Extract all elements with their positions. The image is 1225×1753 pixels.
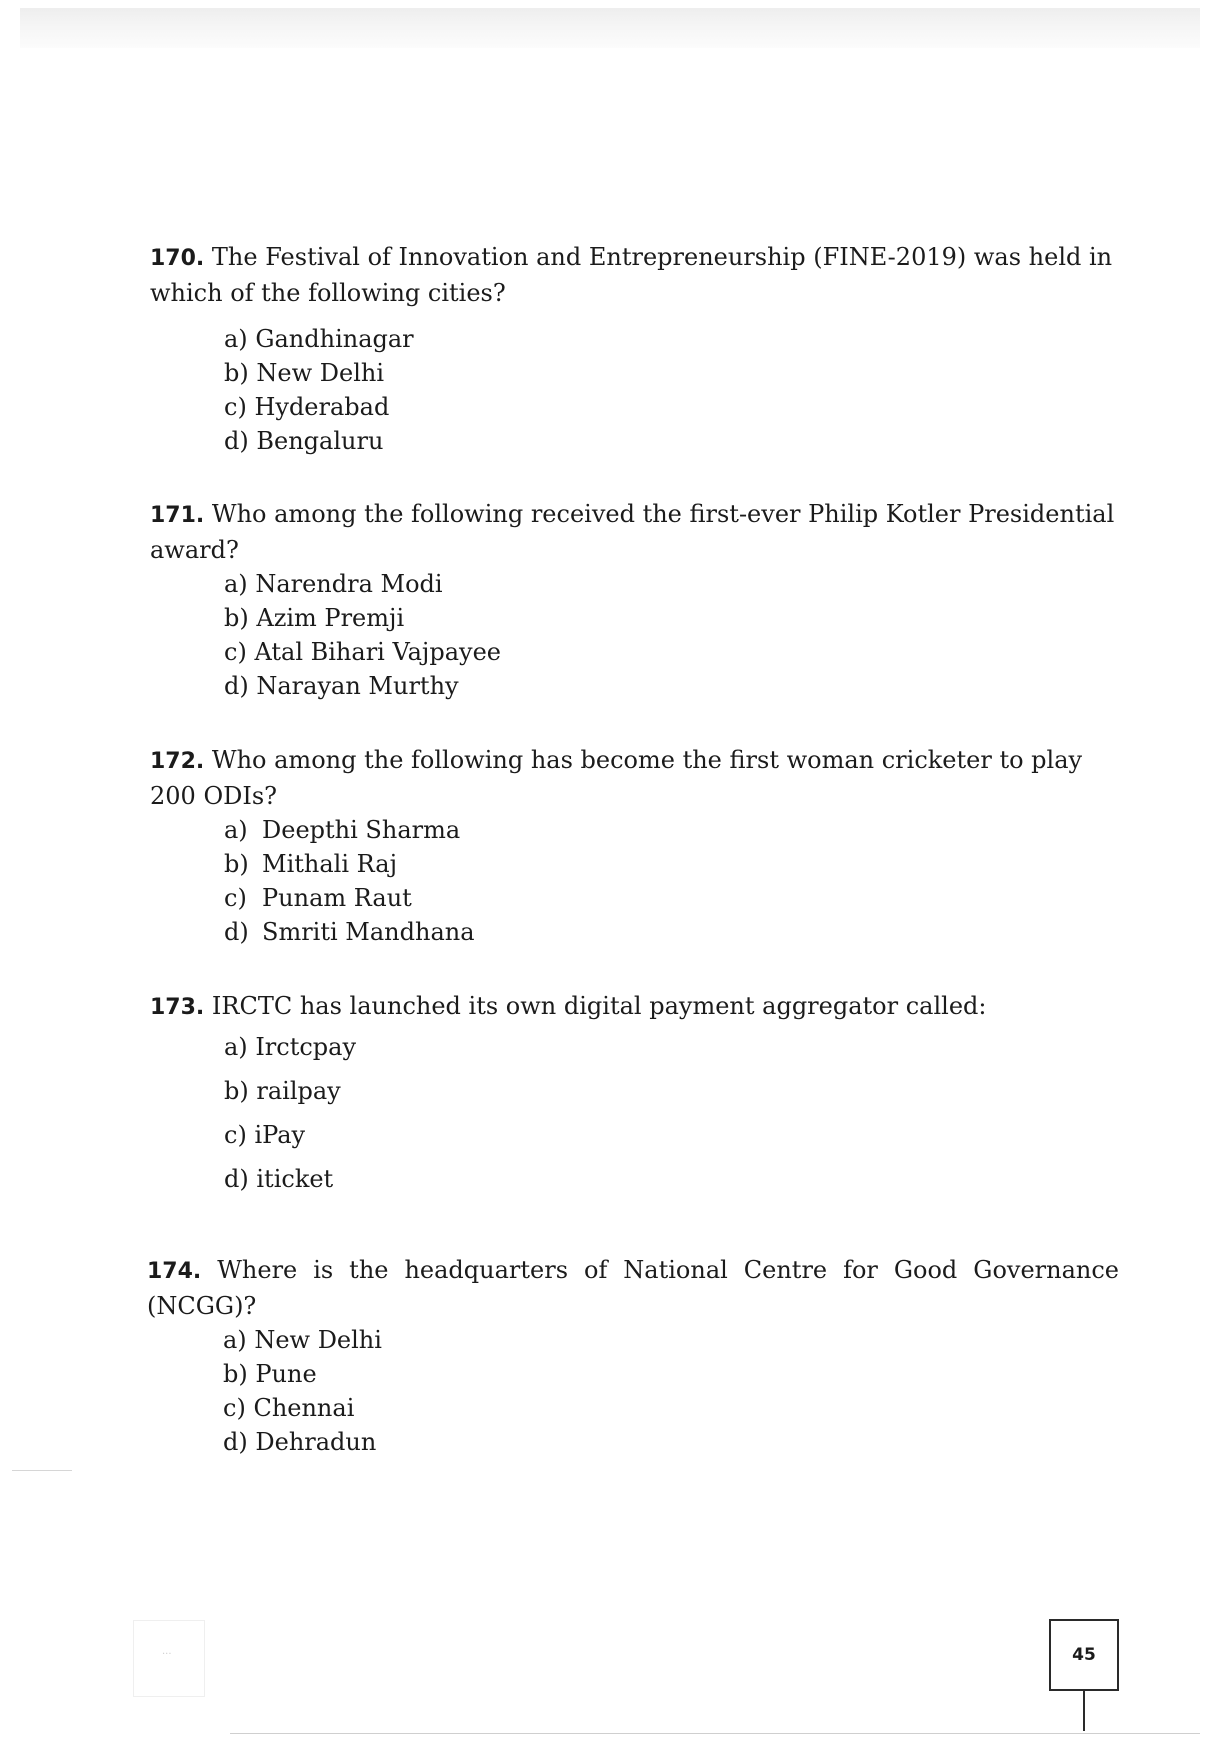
option-text: Irctcpay <box>255 1033 357 1061</box>
option-text: Smriti Mandhana <box>262 918 475 946</box>
question-text <box>150 743 1115 813</box>
option-d <box>224 669 1115 703</box>
option-text: Bengaluru <box>256 427 384 455</box>
option-text: Hyderabad <box>254 393 390 421</box>
question-stem: The Festival of Innovation and Entrepreneurship (FINE-2019) was held in which of the following cities? <box>150 243 1113 307</box>
question-number: 172. <box>150 749 205 774</box>
option-text: Gandhinagar <box>255 325 414 353</box>
option-text: Atal Bihari Vajpayee <box>254 638 501 666</box>
option-b <box>224 1069 1115 1113</box>
option-letter: a) <box>224 1033 248 1061</box>
option-letter: c) <box>224 393 247 421</box>
option-letter: a) <box>224 816 248 844</box>
option-letter: d) <box>224 1165 249 1193</box>
option-text: Punam Raut <box>262 884 412 912</box>
scan-artifact-top <box>20 8 1200 48</box>
option-text: Chennai <box>253 1394 355 1422</box>
option-b <box>224 847 1115 881</box>
option-letter: d) <box>223 1428 248 1456</box>
option-a <box>224 813 1115 847</box>
option-letter: b) <box>224 604 249 632</box>
question-number: 174. <box>147 1259 202 1284</box>
option-d <box>224 1157 1115 1201</box>
option-text: Deepthi Sharma <box>262 816 461 844</box>
options-list <box>150 813 1115 949</box>
question-stem: Who among the following has become the first woman cricketer to play 200 ODIs? <box>150 746 1083 810</box>
option-c <box>224 635 1115 669</box>
question-stem: IRCTC has launched its own digital payment aggregator called: <box>211 992 987 1020</box>
question-172 <box>150 743 1115 949</box>
question-173 <box>150 989 1115 1201</box>
option-letter: a) <box>223 1326 247 1354</box>
question-170 <box>150 240 1115 458</box>
option-text: Narendra Modi <box>255 570 443 598</box>
page-number: 45 <box>1072 1645 1096 1665</box>
page-number-box <box>1049 1619 1119 1691</box>
question-174 <box>147 1253 1119 1459</box>
option-text: iPay <box>254 1121 306 1149</box>
question-text <box>150 240 1115 310</box>
options-list <box>150 567 1115 703</box>
option-letter: b) <box>224 850 249 878</box>
option-d <box>223 1425 1119 1459</box>
question-171 <box>150 497 1115 703</box>
option-c <box>224 390 1115 424</box>
options-list <box>150 322 1115 458</box>
option-text: Mithali Raj <box>262 850 398 878</box>
option-text: Dehradun <box>255 1428 377 1456</box>
question-stem: Where is the headquarters of National Centre for Good Governance (NCGG)? <box>147 1256 1119 1320</box>
option-letter: d) <box>224 427 249 455</box>
option-letter: b) <box>223 1360 248 1388</box>
option-d <box>224 915 1115 949</box>
scan-artifact-bottom-line <box>230 1733 1200 1734</box>
option-a <box>224 567 1115 601</box>
option-a <box>224 322 1115 356</box>
option-letter: d) <box>224 672 249 700</box>
option-letter: c) <box>224 1121 247 1149</box>
option-letter: b) <box>224 1077 249 1105</box>
question-number: 171. <box>150 503 205 528</box>
question-number: 170. <box>150 246 205 271</box>
option-letter: c) <box>223 1394 246 1422</box>
option-text: railpay <box>256 1077 341 1105</box>
option-b <box>223 1357 1119 1391</box>
page-number-stem <box>1083 1691 1085 1731</box>
option-letter: a) <box>224 570 248 598</box>
option-letter: d) <box>224 918 249 946</box>
question-stem: Who among the following received the first-ever Philip Kotler Presidential award? <box>150 500 1115 564</box>
option-text: iticket <box>256 1165 334 1193</box>
option-text: Azim Premji <box>256 604 405 632</box>
option-d <box>224 424 1115 458</box>
option-a <box>224 1025 1115 1069</box>
option-b <box>224 601 1115 635</box>
faint-stamp-box: ··· <box>133 1620 205 1697</box>
option-c <box>224 881 1115 915</box>
option-text: New Delhi <box>254 1326 382 1354</box>
question-text <box>150 989 1115 1025</box>
question-text <box>147 1253 1119 1323</box>
question-text <box>150 497 1115 567</box>
option-b <box>224 356 1115 390</box>
option-letter: a) <box>224 325 248 353</box>
options-list <box>147 1323 1119 1459</box>
option-letter: b) <box>224 359 249 387</box>
option-c <box>224 1113 1115 1157</box>
option-c <box>223 1391 1119 1425</box>
option-letter: c) <box>224 638 247 666</box>
option-text: Pune <box>255 1360 317 1388</box>
question-number: 173. <box>150 995 205 1020</box>
option-letter: c) <box>224 884 247 912</box>
scan-artifact-left-tick <box>12 1470 72 1471</box>
option-a <box>223 1323 1119 1357</box>
option-text: New Delhi <box>256 359 385 387</box>
options-list <box>150 1025 1115 1201</box>
option-text: Narayan Murthy <box>256 672 459 700</box>
